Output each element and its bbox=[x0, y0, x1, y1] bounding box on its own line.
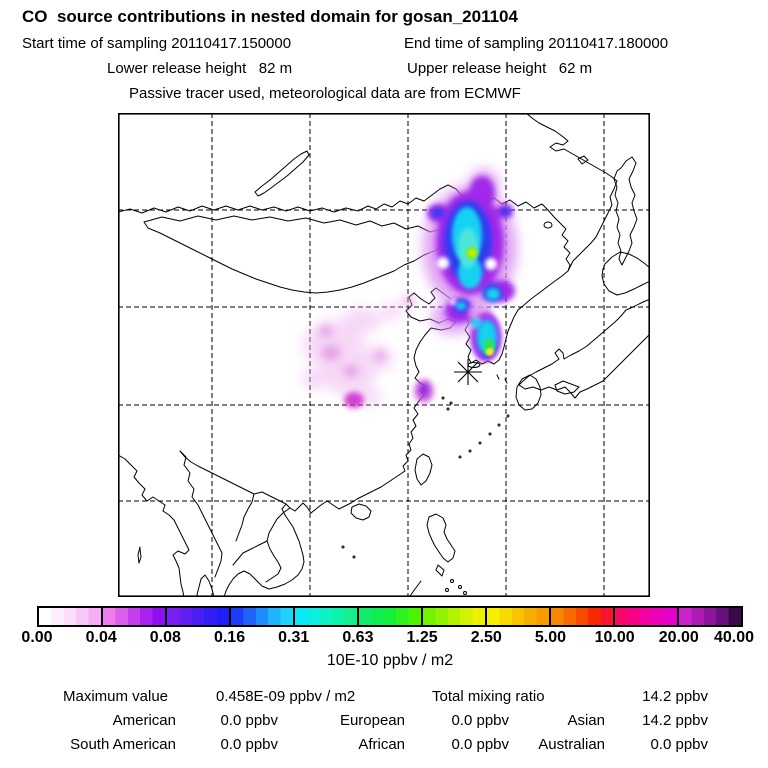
colorbar-segment bbox=[39, 608, 103, 625]
region-label-asian: Asian bbox=[567, 712, 605, 729]
hainan-island bbox=[351, 504, 371, 520]
colorbar-segment bbox=[359, 608, 423, 625]
plume-pale-diffuse-china bbox=[302, 296, 414, 405]
colorbar-tick-label: 0.08 bbox=[149, 629, 181, 646]
shikoku-island bbox=[555, 381, 579, 394]
colorbar-tick-label: 0.16 bbox=[213, 629, 246, 646]
colorbar bbox=[37, 606, 743, 627]
region-value-south-american: 0.0 ppbv bbox=[220, 736, 278, 753]
hokkaido-island bbox=[602, 252, 650, 295]
plume-shanghai-coast-blob bbox=[414, 379, 434, 403]
mindoro-island bbox=[436, 565, 444, 576]
start-time-text: Start time of sampling 20110417.150000 bbox=[22, 35, 292, 52]
tracer-note-text: Passive tracer used, meteorological data are from ECMWF bbox=[129, 85, 521, 102]
end-time-text: End time of sampling 20110417.180000 bbox=[404, 35, 669, 52]
colorbar-tick-label: 5.00 bbox=[534, 629, 567, 646]
map-panel bbox=[118, 113, 650, 597]
palawan-island bbox=[410, 581, 421, 596]
page-title: CO source contributions in nested domain for gosan_201104 bbox=[22, 7, 518, 26]
region-label-american: American bbox=[112, 712, 176, 729]
upper-release-text: Upper release height 62 m bbox=[407, 60, 593, 77]
khanka-lake bbox=[544, 222, 552, 228]
ryukyu-island-chain bbox=[459, 415, 509, 458]
andaman-islet bbox=[138, 547, 141, 563]
taiwan-island bbox=[415, 454, 432, 485]
colorbar-tick-label: 2.50 bbox=[470, 629, 502, 646]
east-china-sea-islets bbox=[442, 397, 452, 410]
honshu-island bbox=[519, 299, 650, 398]
maximum-value-label: Maximum value bbox=[63, 688, 169, 705]
okhotsk-coast bbox=[526, 113, 617, 271]
gulf-of-thailand-coast bbox=[196, 575, 214, 597]
region-value-european: 0.0 ppbv bbox=[451, 712, 509, 729]
indochina-border-4 bbox=[233, 541, 267, 565]
region-value-african: 0.0 ppbv bbox=[451, 736, 509, 753]
lower-release-text: Lower release height 82 m bbox=[107, 60, 293, 77]
colorbar-tick-label: 0.00 bbox=[21, 629, 53, 646]
plume-layer bbox=[302, 169, 517, 408]
region-label-australian: Australian bbox=[538, 736, 605, 753]
region-label-european: European bbox=[339, 712, 405, 729]
region-value-asian: 14.2 ppbv bbox=[642, 712, 708, 729]
maximum-value: 0.458E-09 ppbv / m2 bbox=[216, 688, 356, 705]
colorbar-segment bbox=[231, 608, 295, 625]
colorbar-segment bbox=[295, 608, 359, 625]
colorbar-units-label: 10E-10 ppbv / m2 bbox=[326, 652, 454, 669]
colorbar-segment bbox=[679, 608, 741, 625]
colorbar-ticks bbox=[0, 629, 768, 649]
map-canvas bbox=[118, 113, 650, 597]
colorbar-tick-label: 0.63 bbox=[342, 629, 374, 646]
total-mixing-ratio-value: 14.2 ppbv bbox=[642, 688, 708, 705]
colorbar-segment bbox=[167, 608, 231, 625]
colorbar-tick-label: 1.25 bbox=[406, 629, 438, 646]
region-value-australian: 0.0 ppbv bbox=[650, 736, 708, 753]
colorbar-tick-label: 0.04 bbox=[85, 629, 117, 646]
receptor-star-marker bbox=[454, 359, 482, 385]
plume-magenta-blob bbox=[344, 392, 364, 408]
lake-baikal bbox=[255, 151, 309, 196]
colorbar-segment bbox=[487, 608, 551, 625]
myanmar-india-coast bbox=[118, 455, 189, 597]
philippine-islets bbox=[342, 546, 467, 595]
luzon-island bbox=[427, 514, 455, 562]
sakhalin-island bbox=[614, 157, 637, 265]
colorbar-segment bbox=[551, 608, 615, 625]
plume-korea-core bbox=[483, 338, 495, 356]
indochina-border-1 bbox=[180, 451, 286, 504]
colorbar-segment bbox=[615, 608, 679, 625]
region-label-african: African bbox=[358, 736, 405, 753]
indochina-border-2 bbox=[266, 508, 290, 582]
colorbar-tick-label: 40.00 bbox=[713, 629, 755, 646]
mongolia-border bbox=[144, 216, 467, 293]
indochina-border-3 bbox=[180, 451, 222, 577]
region-label-south-american: South American bbox=[70, 736, 176, 753]
colorbar-tick-label: 20.00 bbox=[658, 629, 699, 646]
region-value-american: 0.0 ppbv bbox=[220, 712, 278, 729]
colorbar-segment bbox=[103, 608, 167, 625]
colorbar-tick-label: 10.00 bbox=[594, 629, 635, 646]
colorbar-tick-label: 0.31 bbox=[278, 629, 310, 646]
colorbar-segment bbox=[423, 608, 487, 625]
plume-manchuria-green-spot bbox=[466, 247, 478, 259]
total-mixing-ratio-label: Total mixing ratio bbox=[432, 688, 545, 705]
